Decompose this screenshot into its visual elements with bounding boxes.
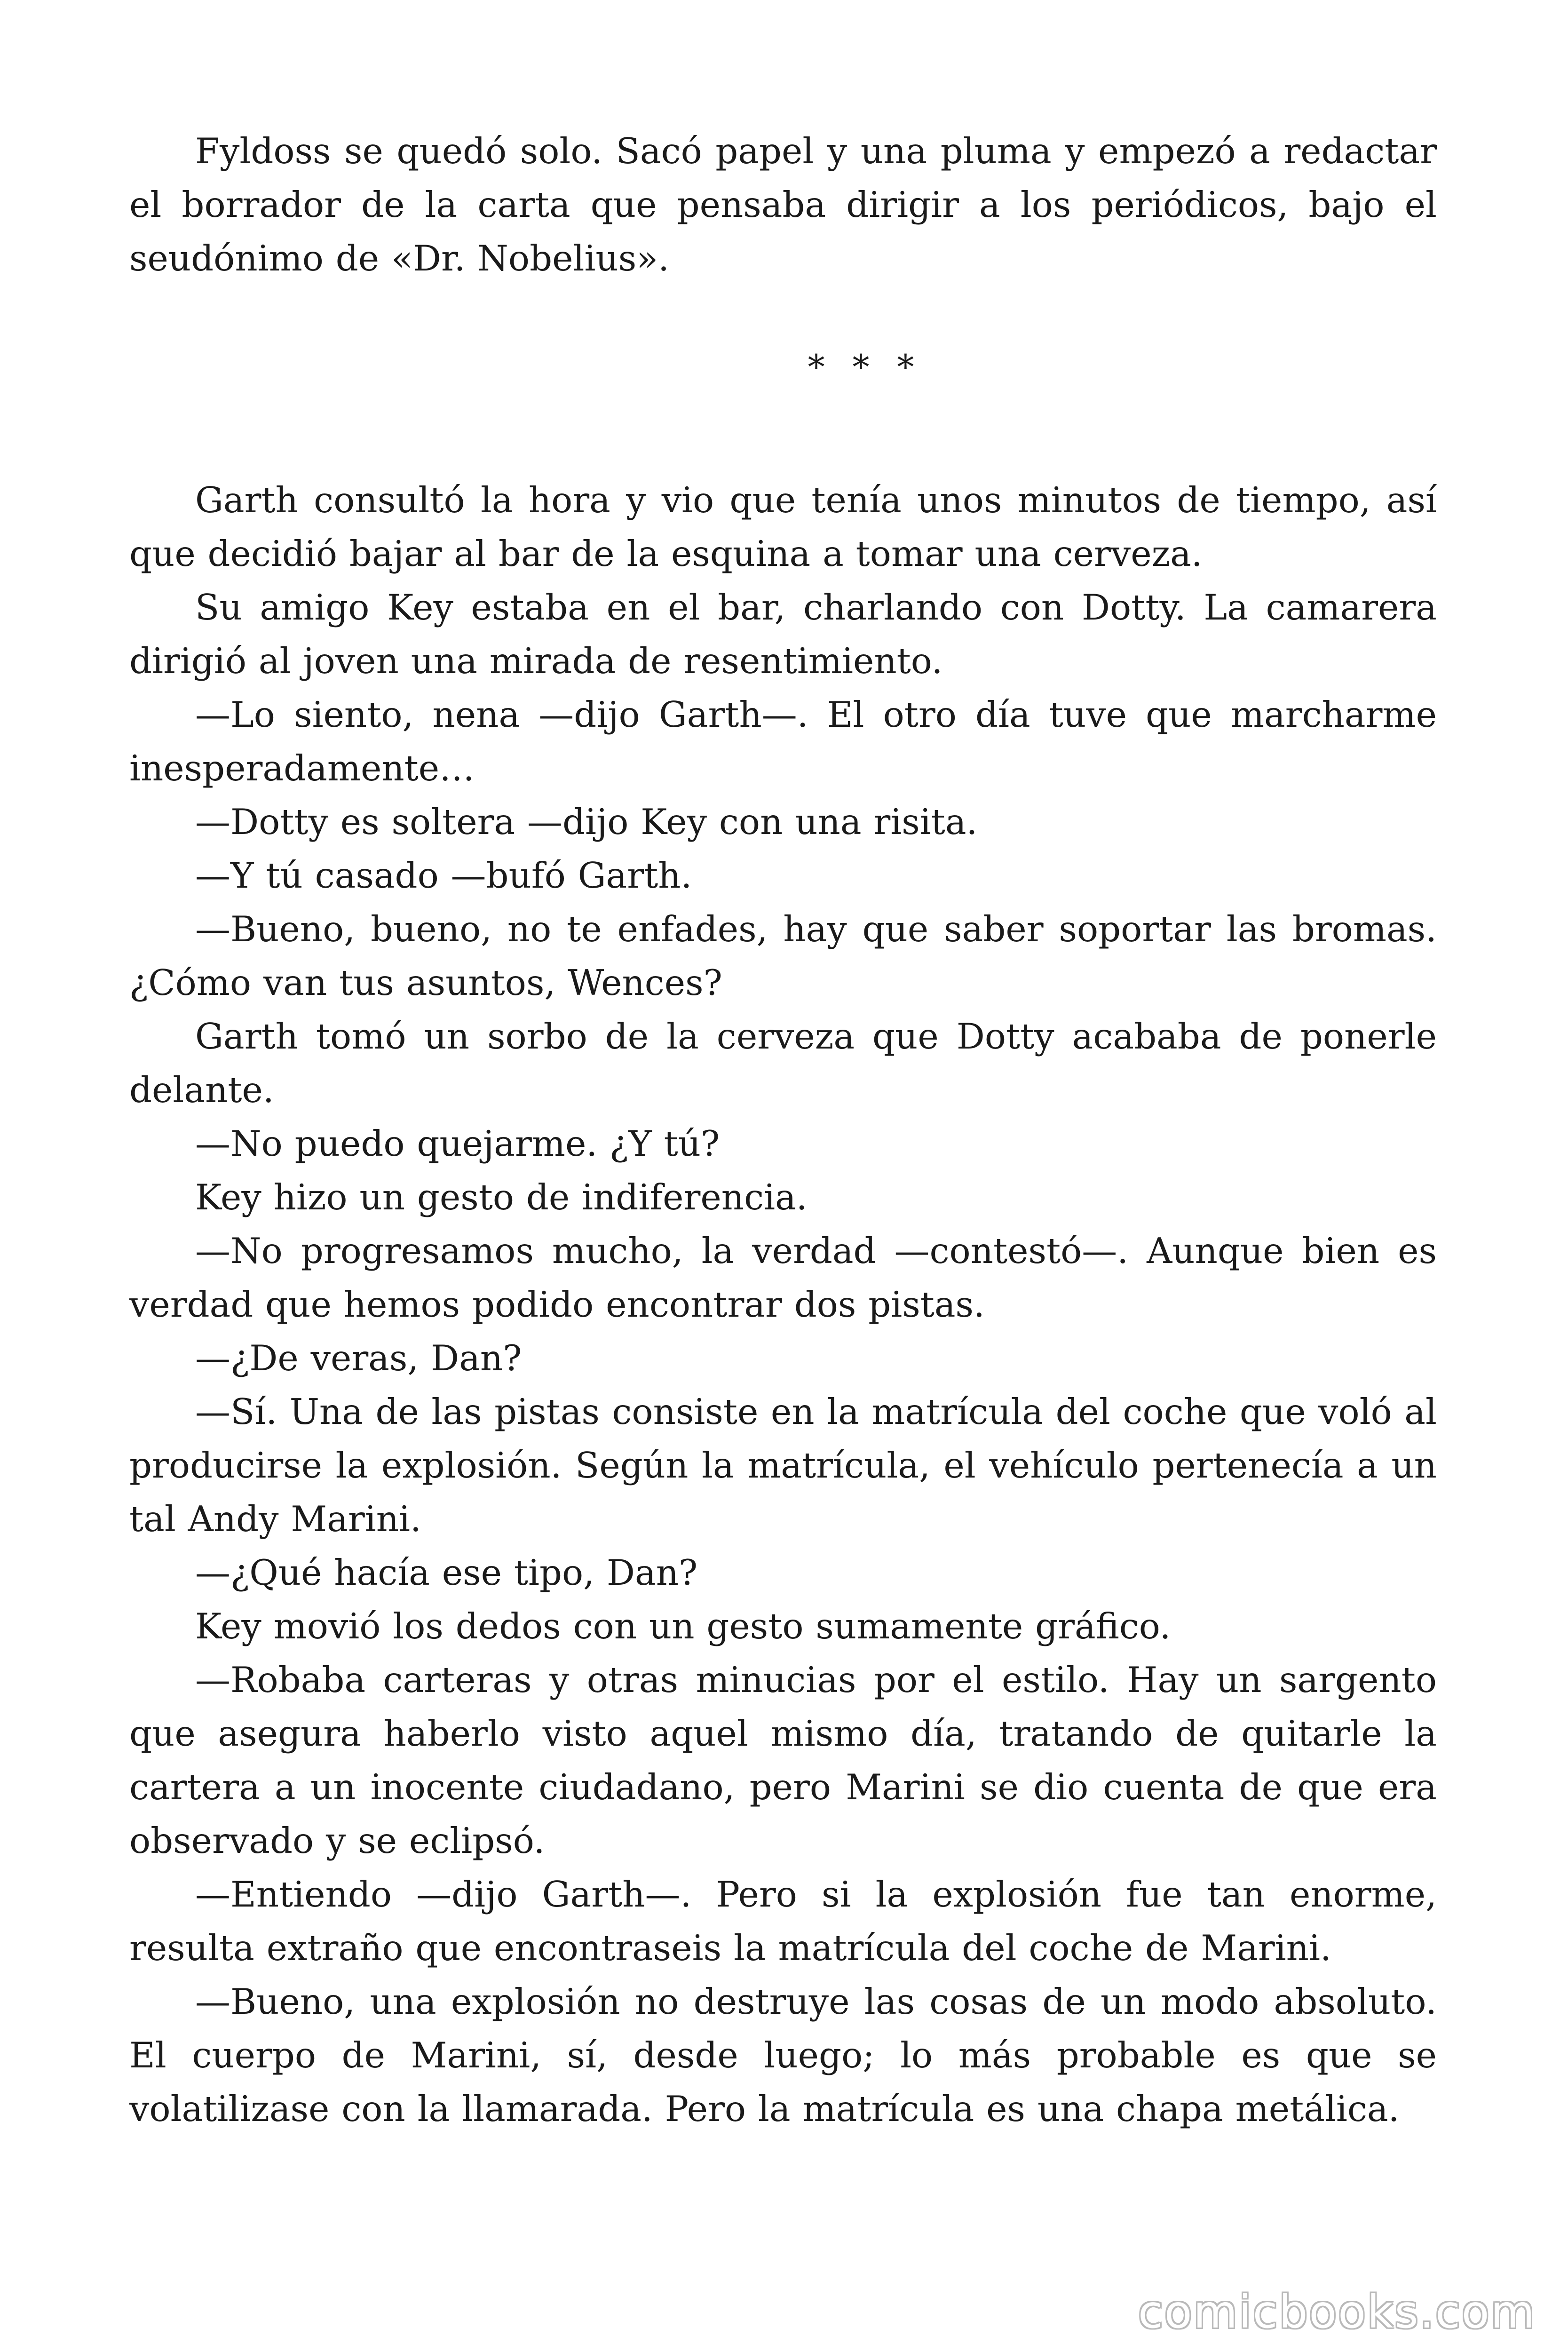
paragraph: —Lo siento, nena —dijo Garth—. El otro día tuve que marcharme inesperadamente… <box>129 694 1437 789</box>
paragraph: —¿Qué hacía ese tipo, Dan? <box>195 1552 698 1593</box>
scene-separator: * * * <box>808 347 923 387</box>
section-2-text <box>129 473 1437 2136</box>
paragraph: —Sí. Una de las pistas consiste en la matrícula del coche que voló al producirse la explosión. Según la matrícula, el vehículo pertenecía a un tal Andy Marini. <box>129 1391 1437 1540</box>
paragraph: —No puedo quejarme. ¿Y tú? <box>195 1123 720 1164</box>
paragraph: —Bueno, bueno, no te enfades, hay que saber soportar las bromas. ¿Cómo van tus asuntos, Wences? <box>129 908 1437 1003</box>
paragraph: Su amigo Key estaba en el bar, charlando con Dotty. La camarera dirigió al joven una mirada de resentimiento. <box>129 587 1437 682</box>
paragraph: —¿De veras, Dan? <box>195 1337 522 1379</box>
paragraph: —Y tú casado —bufó Garth. <box>195 855 692 896</box>
watermark-text: comicbooks.com <box>1138 2286 1536 2338</box>
paragraph: Key movió los dedos con un gesto sumamente gráfico. <box>195 1605 1171 1647</box>
paragraph: Garth tomó un sorbo de la cerveza que Dotty acababa de ponerle delante. <box>129 1016 1437 1111</box>
paragraph: —No progresamos mucho, la verdad —contestó—. Aunque bien es verdad que hemos podido encontrar dos pistas. <box>129 1230 1437 1325</box>
paragraph: Key hizo un gesto de indiferencia. <box>195 1176 808 1218</box>
paragraph: Fyldoss se quedó solo. Sacó papel y una pluma y empezó a redactar el borrador de la carta que pensaba dirigir a los periódicos, bajo el seudónimo de «Dr. Nobelius». <box>129 130 1437 279</box>
paragraph: —Bueno, una explosión no destruye las cosas de un modo absoluto. El cuerpo de Marini, sí, desde luego; lo más probable es que se volatilizase con la llamarada. Pero la matrícula es una chapa metálica. <box>129 1981 1437 2130</box>
section-1-text <box>129 124 1437 285</box>
paragraph: —Dotty es soltera —dijo Key con una risita. <box>195 801 978 842</box>
paragraph: —Robaba carteras y otras minucias por el estilo. Hay un sargento que asegura haberlo visto aquel mismo día, tratando de quitarle la cartera a un inocente ciudadano, pero Marini se dio cuenta de que era observado y se eclipsó. <box>129 1659 1437 1861</box>
paragraph: —Entiendo —dijo Garth—. Pero si la explosión fue tan enorme, resulta extraño que encontraseis la matrícula del coche de Marini. <box>129 1874 1437 1969</box>
paragraph: Garth consultó la hora y vio que tenía unos minutos de tiempo, así que decidió bajar al bar de la esquina a tomar una cerveza. <box>129 479 1437 574</box>
